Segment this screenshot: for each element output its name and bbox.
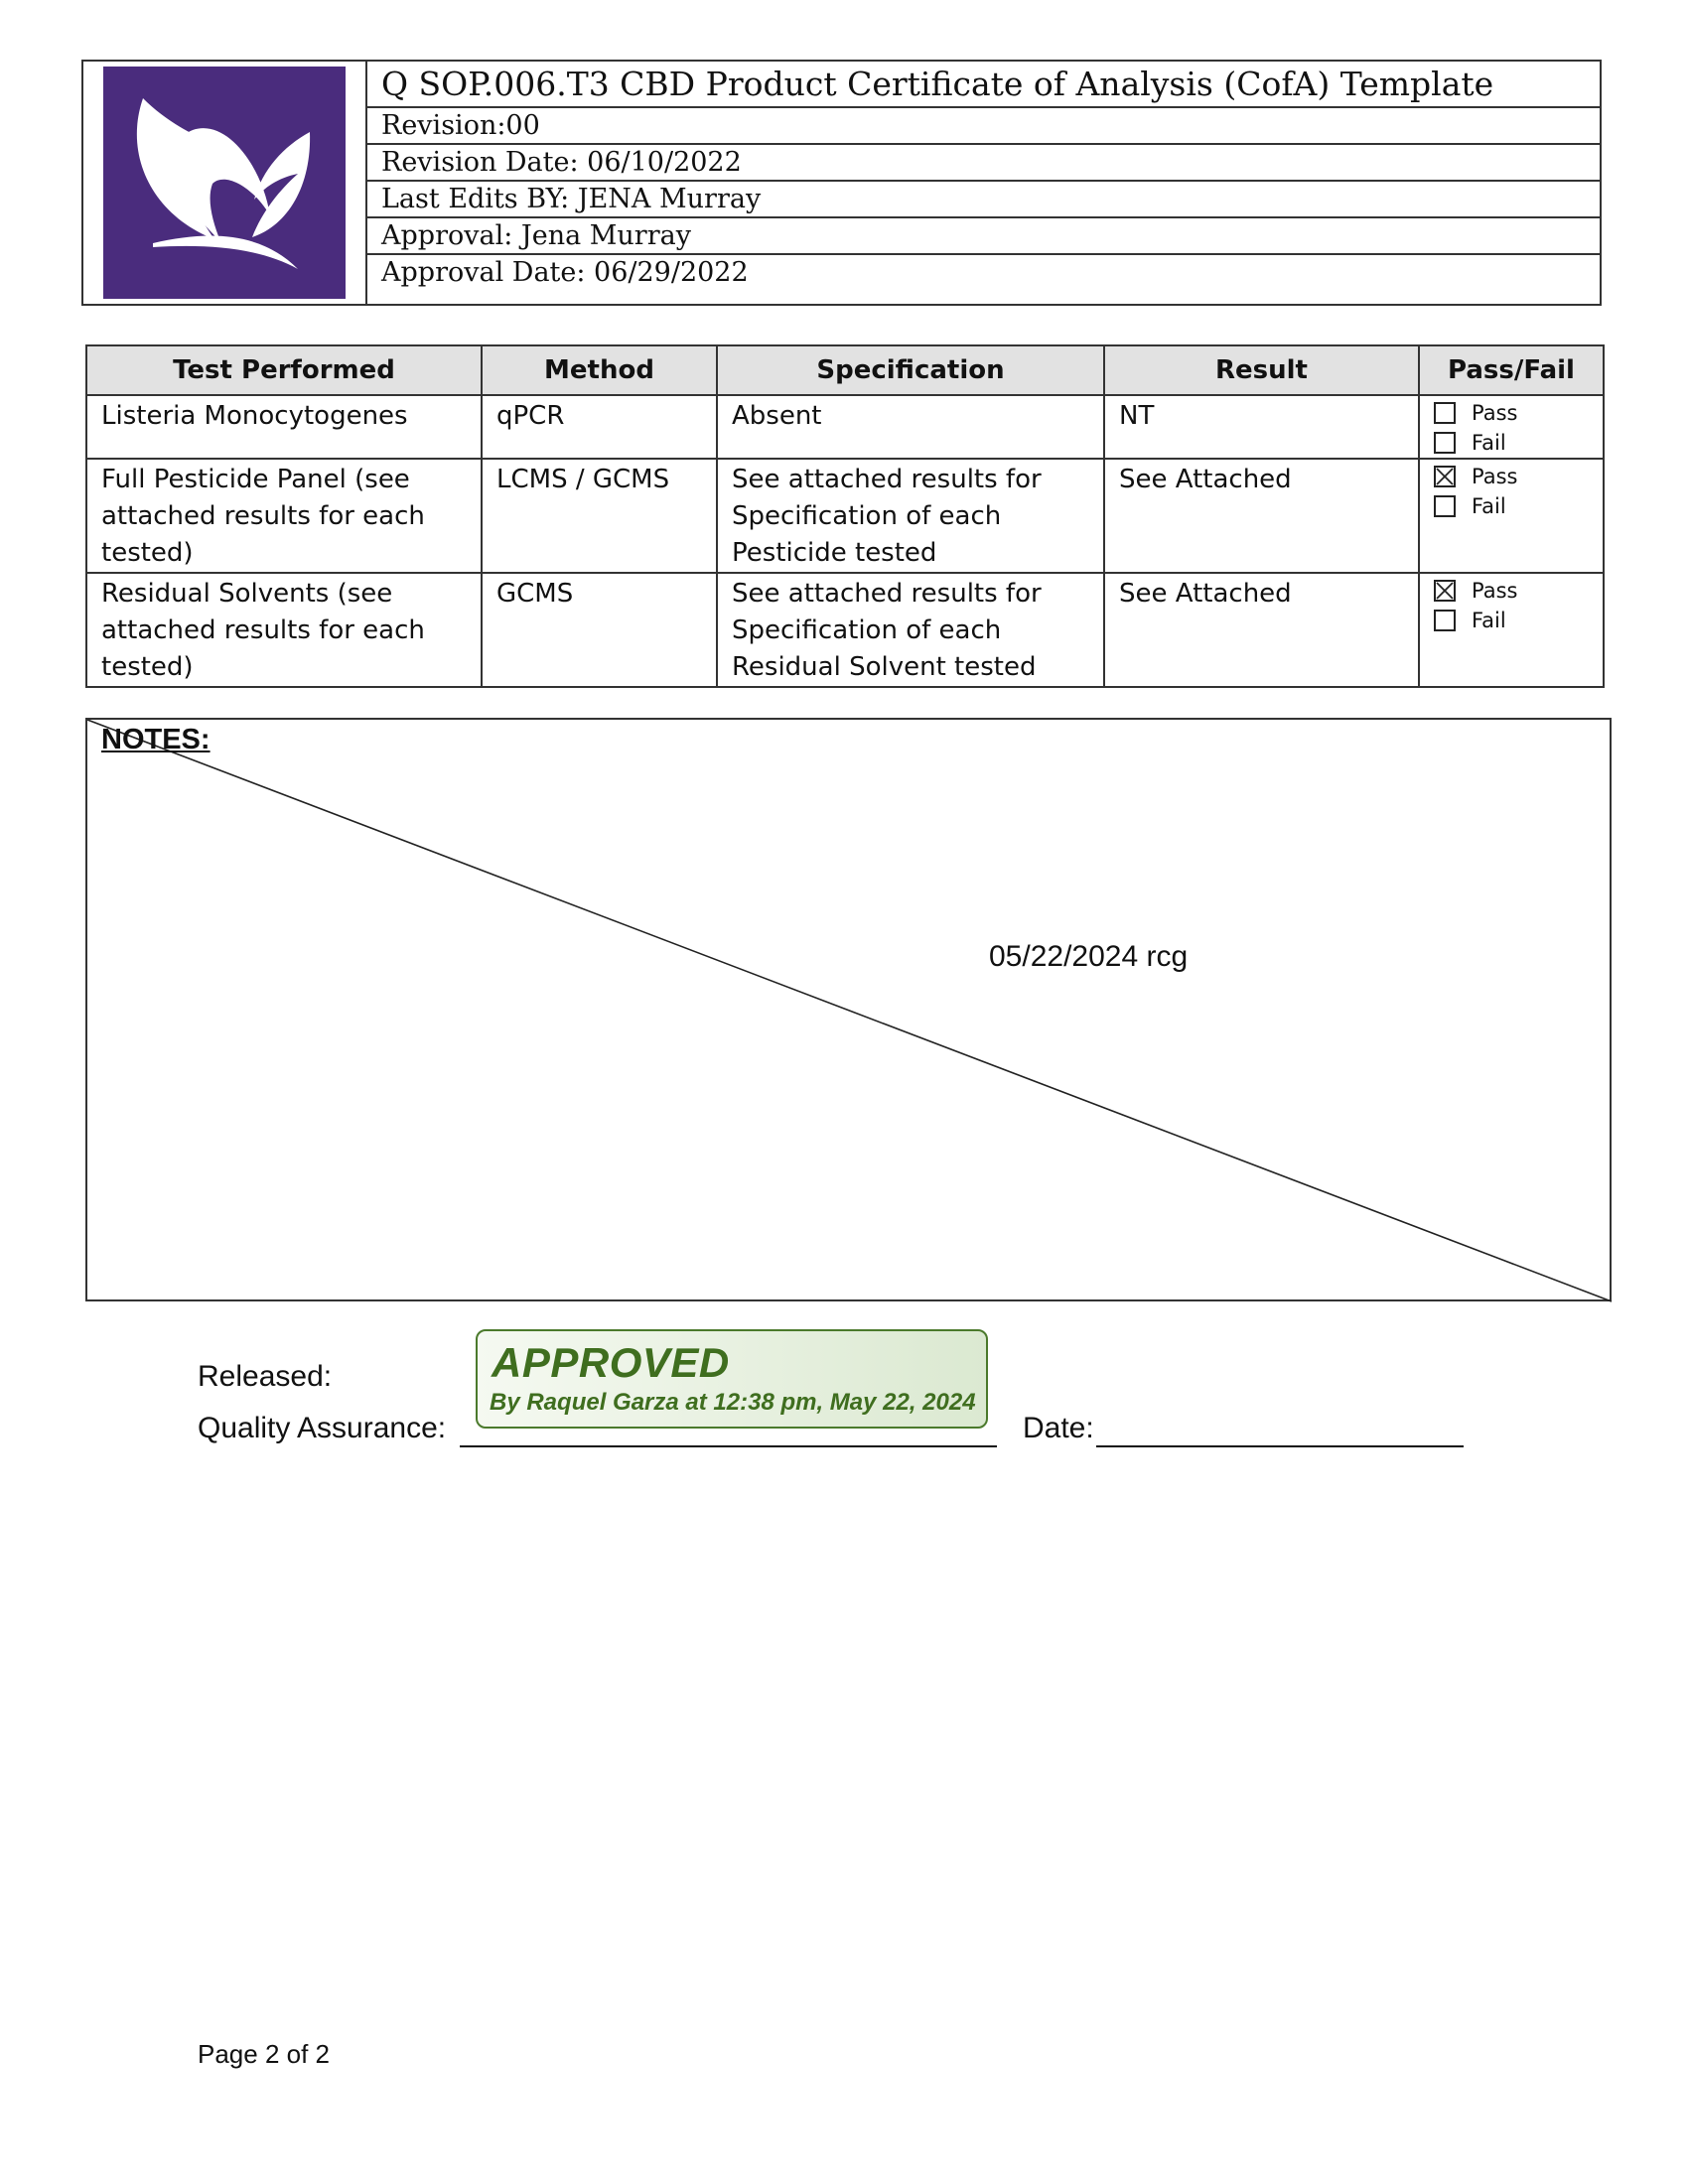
- cell-pass-fail: [1419, 395, 1604, 459]
- stamp-detail: By Raquel Garza at 12:38 pm, May 22, 2024: [490, 1389, 976, 1416]
- cell-result: NT: [1104, 395, 1419, 459]
- cell-test: Listeria Monocytogenes: [86, 395, 482, 459]
- header-specification: Specification: [717, 345, 1104, 395]
- logo-cell: [83, 62, 367, 304]
- pass-checkbox[interactable]: [1434, 466, 1456, 487]
- qa-signature-line[interactable]: [460, 1445, 997, 1447]
- cell-test: Residual Solvents (see attached results for each tested): [86, 573, 482, 687]
- table-row: [86, 573, 1604, 687]
- cell-result: See Attached: [1104, 573, 1419, 687]
- test-results-table: [85, 344, 1605, 688]
- header-test-performed: Test Performed: [86, 345, 482, 395]
- pass-option[interactable]: [1434, 576, 1589, 606]
- fail-option[interactable]: [1434, 606, 1589, 635]
- header-info: [367, 62, 1600, 304]
- cell-method: GCMS: [482, 573, 717, 687]
- document-title: Q SOP.006.T3 CBD Product Certificate of Analysis (CofA) Template: [367, 62, 1600, 108]
- approval-line: Approval: Jena Murray: [367, 218, 1600, 255]
- cell-test: Full Pesticide Panel (see attached results for each tested): [86, 459, 482, 573]
- document-header: [81, 60, 1602, 306]
- revision-date-line: Revision Date: 06/10/2022: [367, 145, 1600, 182]
- date-label: Date:: [1023, 1412, 1094, 1444]
- approved-stamp: [476, 1329, 988, 1429]
- strike-through-line: [87, 720, 1614, 1303]
- cell-result: See Attached: [1104, 459, 1419, 573]
- notes-box[interactable]: [85, 718, 1612, 1301]
- approval-date-line: Approval Date: 06/29/2022: [381, 257, 749, 288]
- pass-label: Pass: [1472, 400, 1518, 425]
- qa-label: Quality Assurance:: [198, 1412, 447, 1444]
- fail-label: Fail: [1472, 608, 1506, 632]
- cell-spec: See attached results for Specification of each Residual Solvent tested: [717, 573, 1104, 687]
- pass-option[interactable]: [1434, 398, 1589, 428]
- pass-checkbox[interactable]: [1434, 402, 1456, 424]
- stamp-title: APPROVED: [492, 1339, 730, 1386]
- pass-option[interactable]: [1434, 462, 1589, 491]
- table-header-row: [86, 345, 1604, 395]
- fail-option[interactable]: [1434, 428, 1589, 458]
- fail-label: Fail: [1472, 493, 1506, 518]
- header-result: Result: [1104, 345, 1419, 395]
- cell-spec: Absent: [717, 395, 1104, 459]
- fail-option[interactable]: [1434, 491, 1589, 521]
- fail-checkbox[interactable]: [1434, 610, 1456, 631]
- cell-method: LCMS / GCMS: [482, 459, 717, 573]
- fail-checkbox[interactable]: [1434, 432, 1456, 454]
- pass-label: Pass: [1472, 464, 1518, 488]
- leaf-logo-icon: [103, 67, 346, 299]
- table-row: [86, 395, 1604, 459]
- released-label: Released:: [198, 1360, 333, 1393]
- cell-spec: See attached results for Specification of each Pesticide tested: [717, 459, 1104, 573]
- cell-method: qPCR: [482, 395, 717, 459]
- cell-pass-fail: [1419, 573, 1604, 687]
- header-pass-fail: Pass/Fail: [1419, 345, 1604, 395]
- revision-line: Revision:00: [367, 108, 1600, 145]
- pass-label: Pass: [1472, 578, 1518, 603]
- cell-pass-fail: [1419, 459, 1604, 573]
- fail-label: Fail: [1472, 430, 1506, 455]
- pass-checkbox[interactable]: [1434, 580, 1456, 602]
- header-method: Method: [482, 345, 717, 395]
- page-number: Page 2 of 2: [198, 2039, 330, 2069]
- fail-checkbox[interactable]: [1434, 495, 1456, 517]
- notes-annotation: 05/22/2024 rcg: [989, 940, 1189, 973]
- notes-label: NOTES:: [101, 724, 211, 755]
- table-row: [86, 459, 1604, 573]
- date-line[interactable]: [1096, 1445, 1464, 1447]
- last-edits-line: Last Edits BY: JENA Murray: [367, 182, 1600, 218]
